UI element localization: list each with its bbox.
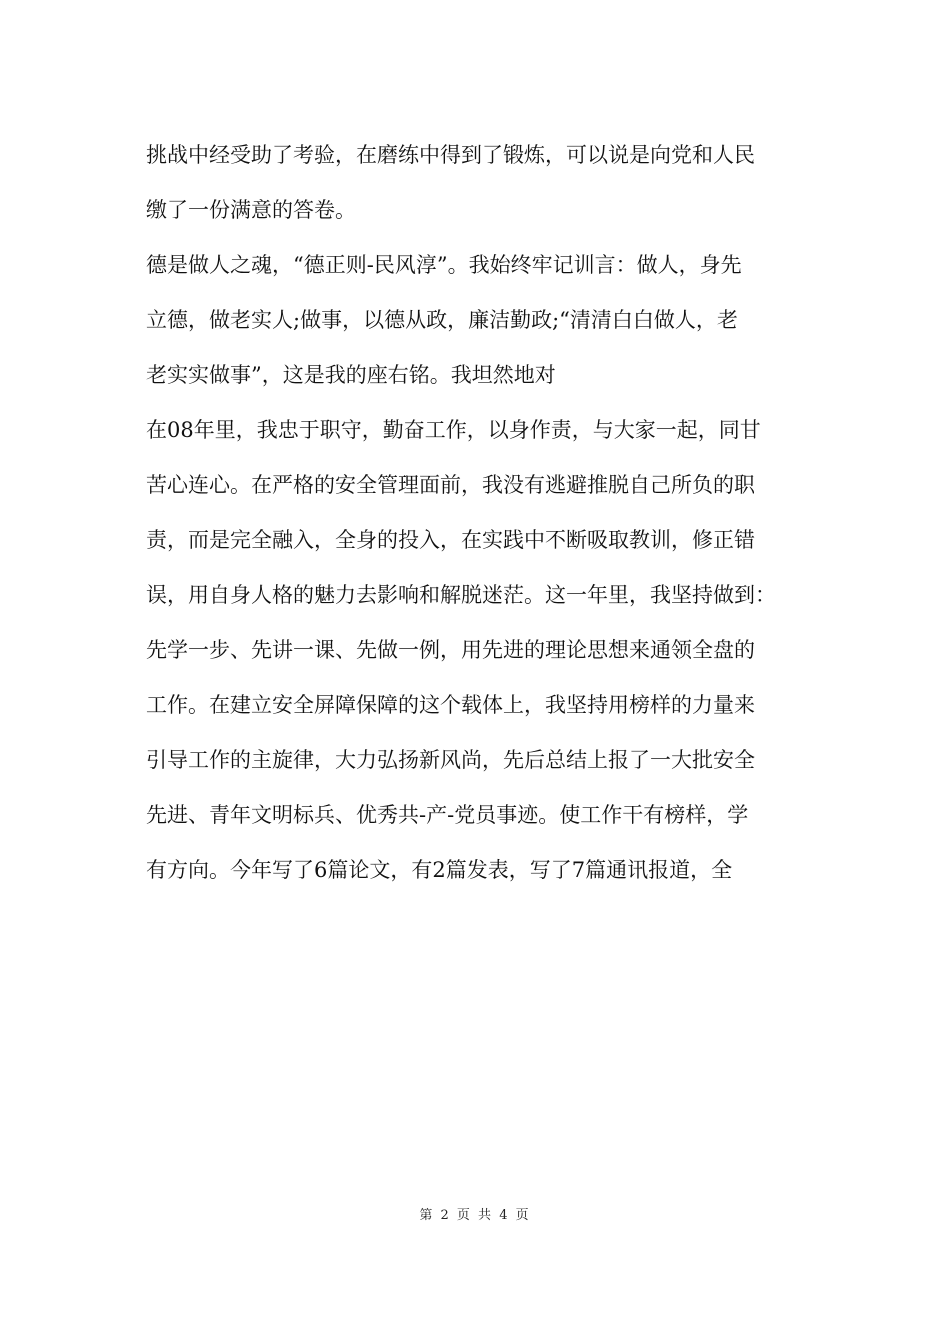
text-line: 责，而是完全融入，全身的投入，在实践中不断吸取教训，修正错 bbox=[146, 528, 755, 552]
text-line: 缴了一份满意的答卷。 bbox=[146, 198, 356, 222]
text-line: 苦心连心。在严格的安全管理面前，我没有逃避推脱自己所负的职 bbox=[146, 473, 755, 497]
text-line: 先进、青年文明标兵、优秀共-产-党员事迹。使工作干有榜样，学 bbox=[146, 803, 749, 827]
text-line: 误，用自身人格的魅力去影响和解脱迷茫。这一年里，我坚持做到： bbox=[146, 583, 776, 607]
text-line: 德是做人之魂，“德正则-民风淳”。我始终牢记训言：做人，身先 bbox=[146, 253, 742, 277]
page-footer: 第 2 页 共 4 页 bbox=[419, 1208, 531, 1223]
text-line: 引导工作的主旋律，大力弘扬新风尚，先后总结上报了一大批安全 bbox=[146, 748, 755, 772]
text-line: 有方向。今年写了6篇论文，有2篇发表，写了7篇通讯报道，全 bbox=[146, 858, 733, 882]
text-line: 工作。在建立安全屏障保障的这个载体上，我坚持用榜样的力量来 bbox=[146, 693, 755, 717]
text-line: 在08年里，我忠于职守，勤奋工作，以身作责，与大家一起，同甘 bbox=[146, 418, 761, 442]
body-text bbox=[146, 128, 826, 898]
text-line: 挑战中经受助了考验，在磨练中得到了锻炼，可以说是向党和人民 bbox=[146, 143, 755, 167]
text-line: 先学一步、先讲一课、先做一例，用先进的理论思想来通领全盘的 bbox=[146, 638, 755, 662]
text-line: 立德，做老实人;做事，以德从政，廉洁勤政;“清清白白做人，老 bbox=[146, 308, 738, 332]
text-line: 老实实做事”，这是我的座右铭。我坦然地对 bbox=[146, 363, 556, 387]
